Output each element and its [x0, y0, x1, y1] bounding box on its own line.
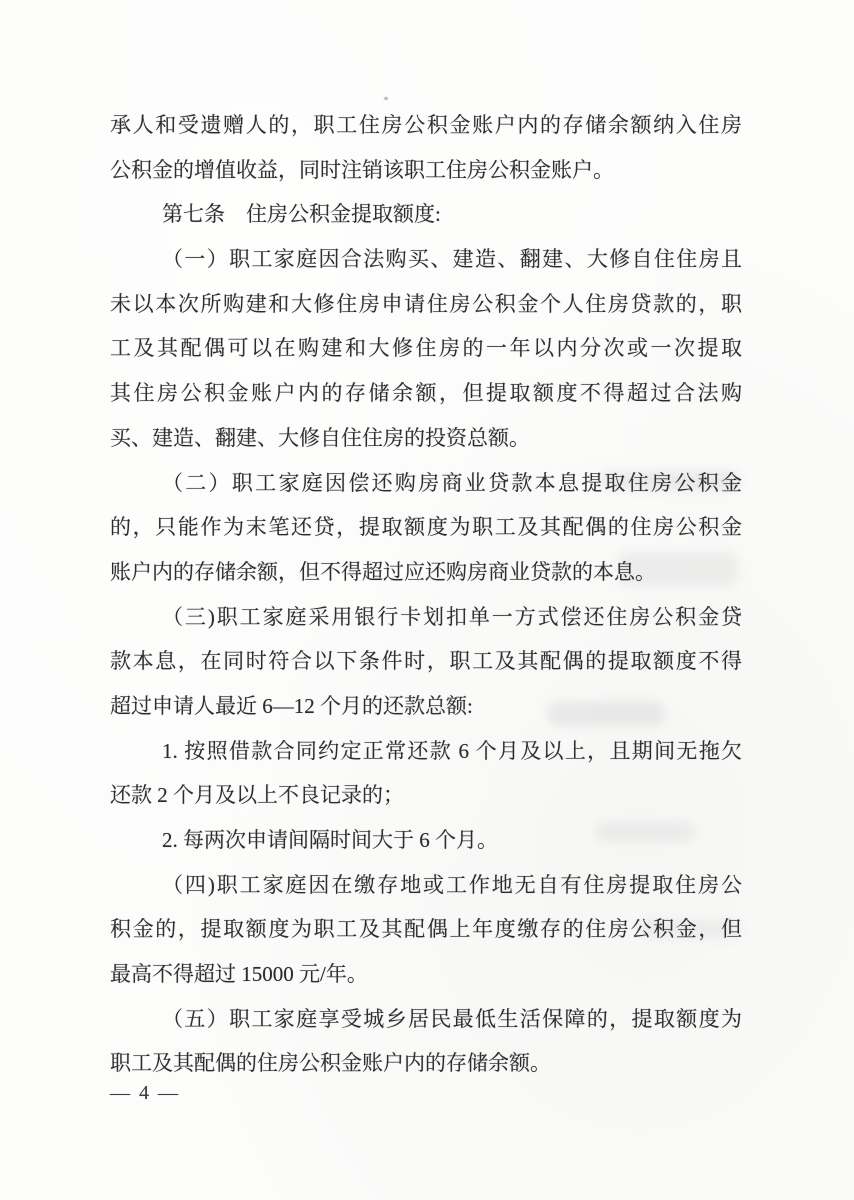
text-line: 工及其配偶可以在购建和大修住房的一年以内分次或一次提取 [110, 336, 742, 361]
text-line: 的，只能作为末笔还贷，提取额度为职工及其配偶的住房公积金 [110, 515, 742, 540]
text-line: 未以本次所购建和大修住房申请住房公积金个人住房贷款的，职 [110, 291, 742, 316]
text-line: 其住房公积金账户内的存储余额，但提取额度不得超过合法购 [110, 381, 742, 406]
text-line: 公积金的增值收益，同时注销该职工住房公积金账户。 [110, 157, 614, 182]
text-line: （三)职工家庭采用银行卡划扣单一方式偿还住房公积金贷 [162, 604, 742, 629]
text-line: 职工及其配偶的住房公积金账户内的存储余额。 [110, 1051, 551, 1076]
text-line: 第七条 住房公积金提取额度: [162, 202, 441, 227]
text-line: 1. 按照借款合同约定正常还款 6 个月及以上，且期间无拖欠 [162, 738, 742, 763]
text-line: （四)职工家庭因在缴存地或工作地无自有住房提取住房公 [162, 872, 742, 897]
text-line: 积金的，提取额度为职工及其配偶上年度缴存的住房公积金，但 [110, 917, 742, 942]
text-line: 承人和受遗赠人的，职工住房公积金账户内的存储余额纳入住房 [110, 113, 742, 137]
text-line: 买、建造、翻建、大修自住住房的投资总额。 [110, 425, 530, 450]
page-number: — 4 — [110, 1082, 180, 1104]
text-line: 还款 2 个月及以上不良记录的； [110, 783, 404, 808]
text-line: 超过申请人最近 6—12 个月的还款总额: [110, 693, 473, 718]
text-line: 款本息，在同时符合以下条件时，职工及其配偶的提取额度不得 [110, 649, 742, 674]
document-body [110, 103, 742, 1086]
text-line: 2. 每两次申请间隔时间大于 6 个月。 [162, 828, 498, 852]
scan-speck-artifact [384, 97, 388, 100]
text-line: 账户内的存储余额，但不得超过应还购房商业贷款的本息。 [110, 559, 656, 584]
text-line: （一）职工家庭因合法购买、建造、翻建、大修自住住房且 [162, 247, 742, 272]
text-line: （五）职工家庭享受城乡居民最低生活保障的，提取额度为 [162, 1006, 742, 1031]
text-line: 最高不得超过 15000 元/年。 [110, 962, 368, 987]
text-line: （二）职工家庭因偿还购房商业贷款本息提取住房公积金 [162, 470, 742, 495]
